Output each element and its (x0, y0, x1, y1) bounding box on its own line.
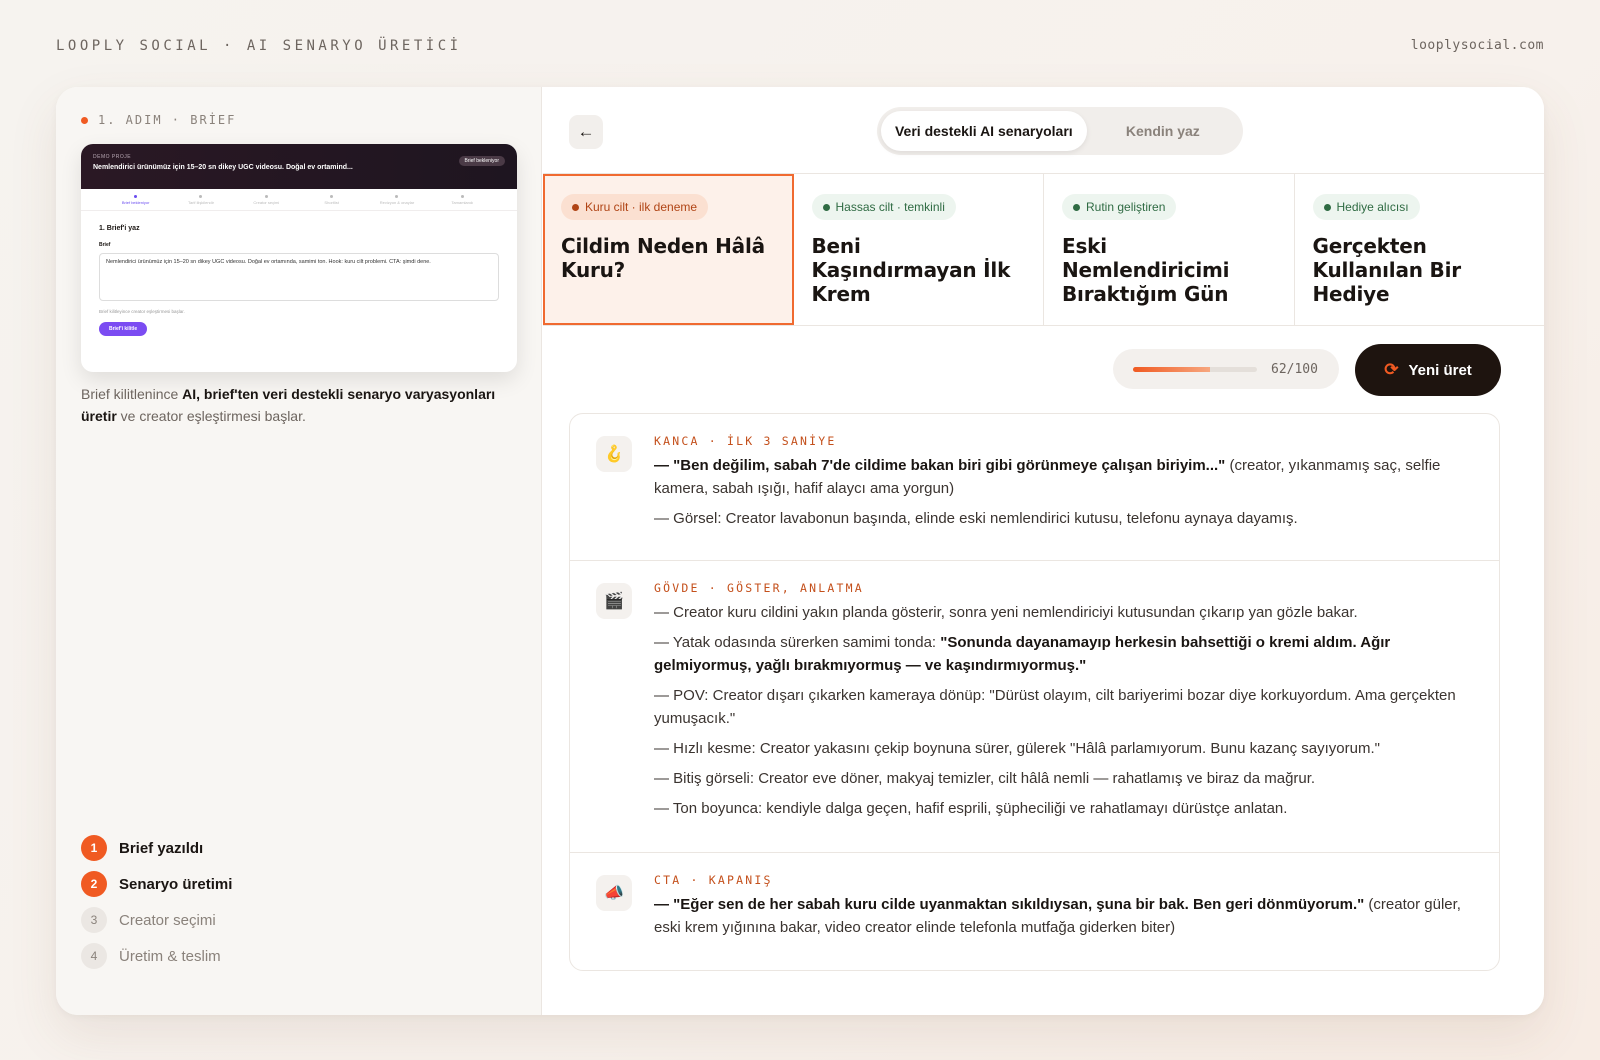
scenario-title: Gerçekten Kullanılan Bir Hediye (1312, 234, 1461, 306)
direction: (creator güler, eski krem yığınına bakar, video creator elinde telefonla mutfağa giderken biter) (654, 896, 1461, 936)
stepper-item-brief[interactable] (81, 835, 232, 861)
body-section (570, 561, 1499, 853)
brand-title: LOOPLY SOCIAL · AI SENARYO ÜRETİCİ (56, 38, 462, 54)
scenario-tabs (543, 173, 1544, 326)
main-card (56, 87, 1544, 1015)
progress-stepper (81, 835, 232, 979)
tab-ai-scenarios[interactable]: Veri destekli AI senaryoları (881, 111, 1087, 151)
dot-icon (572, 204, 579, 211)
lead-part: ve creator eşleştirmesi başlar. (116, 408, 306, 424)
script-line: — Bitiş görseli: Creator eve döner, makyaj temizler, cilt hâlâ nemli — rahatlamış ve biraz da mağrur. (654, 770, 1316, 787)
scenario-tab[interactable] (794, 174, 1045, 325)
persona-pill (1062, 194, 1176, 220)
dot-icon (1073, 204, 1080, 211)
score-bar (1133, 367, 1257, 372)
stepper-item-scenario[interactable] (81, 871, 232, 897)
quote: — "Ben değilim, sabah 7'de cildime bakan biri gibi görünmeye çalışan biriyim..." (654, 457, 1226, 474)
score-text: 62/100 (1271, 361, 1318, 377)
section-label: GÖVDE · GÖSTER, ANLATMA (654, 581, 864, 595)
preview-steps (81, 189, 517, 211)
step-label: Brief yazıldı (119, 839, 204, 857)
script-line: — POV: Creator dışarı çıkarken kameraya dönüp: "Dürüst olayım, cilt bariyerimi bozar diye korkuyordum. Ama gerçekten yumuşacık." (654, 687, 1456, 727)
step-number: 1 (81, 835, 107, 861)
pill-label: Hassas cilt · temkinli (835, 200, 945, 214)
site-link[interactable]: looplysocial.com (1410, 38, 1544, 53)
preview-kicker: DEMO PROJE (93, 154, 132, 160)
score-bar-fill (1133, 367, 1210, 372)
script-line (654, 631, 1469, 677)
tab-write-yourself[interactable]: Kendin yaz (1125, 123, 1200, 139)
right-panel (543, 87, 1544, 1015)
scenario-title: Cildim Neden Hâlâ Kuru? (561, 234, 765, 282)
persona-pill (561, 194, 708, 220)
scenario-title: Beni Kaşındırmayan İlk Krem (811, 234, 1011, 306)
scenario-title: Eski Nemlendiricimi Bıraktığım Gün (1062, 234, 1230, 306)
preview-step: Creator seçimi (234, 195, 299, 210)
scenario-tab[interactable] (1295, 174, 1545, 325)
section-label: KANCA · İLK 3 SANİYE (654, 434, 837, 448)
refresh-icon: ⟳ (1384, 360, 1399, 379)
pill-label: Hediye alıcısı (1336, 200, 1409, 214)
persona-pill (812, 194, 956, 220)
lead-part: Brief kilitlenince (81, 386, 183, 402)
section-label: CTA · KAPANIŞ (654, 873, 773, 887)
script-panel (569, 413, 1500, 971)
stepper-item-production[interactable] (81, 943, 232, 969)
preview-step: Tarif ilişkilendir (168, 195, 233, 210)
back-button[interactable]: ← (569, 115, 603, 149)
hook-icon: 🪝 (596, 436, 632, 472)
preview-step: Revizyon & onaylar (364, 195, 429, 210)
direction: — Yatak odasında sürerken samimi tonda: (654, 634, 941, 651)
scenario-tab[interactable] (1044, 174, 1295, 325)
step-label: Üretim & teslim (119, 947, 221, 965)
preview-hint: Brief kilitleyince creator eşleştirmesi başlar. (99, 309, 185, 314)
step-label: Creator seçimi (119, 911, 216, 929)
mode-switch (877, 107, 1243, 155)
preview-heading: 1. Brief'i yaz (99, 225, 140, 232)
preview-textarea: Nemlendirici ürünümüz için 15–20 sn dikey UGC videosu. Doğal ev ortamında, samimi ton. Hook: kuru cilt problemi. CTA: şimdi dene. (99, 253, 499, 301)
script-line: — Ton boyunca: kendiyle dalga geçen, hafif esprili, şüpheciliği ve rahatlamayı dürüstçe anlatan. (654, 800, 1288, 817)
step-label: Senaryo üretimi (119, 875, 233, 893)
script-line: — Hızlı kesme: Creator yakasını çekip boynuna sürer, gülerek "Hâlâ parlamıyorum. Bunu kazanç sayıyorum." (654, 740, 1380, 757)
stepper-item-creator[interactable] (81, 907, 232, 933)
step-number: 3 (81, 907, 107, 933)
quote: — "Eğer sen de her sabah kuru cilde uyanmaktan sıkıldıysan, şuna bir bak. Ben geri dönmüyorum." (654, 896, 1365, 913)
lead-text (81, 383, 501, 427)
preview-lock-button: Brief'i kilitle (99, 322, 147, 336)
clapperboard-icon: 🎬 (596, 583, 632, 619)
dot-icon (1324, 204, 1331, 211)
script-line: — Görsel: Creator lavabonun başında, elinde eski nemlendirici kutusu, telefonu aynaya dayamış. (654, 510, 1298, 527)
preview-body (81, 211, 517, 350)
regenerate-button[interactable] (1355, 344, 1501, 396)
left-panel (56, 87, 542, 1015)
script-line (654, 893, 1469, 939)
direction: (creator, yıkanmamış saç, selfie kamera, sabah ışığı, hafif alaycı ama yorgun) (654, 457, 1441, 497)
step-number: 2 (81, 871, 107, 897)
cta-section (570, 853, 1499, 970)
brief-preview (81, 144, 517, 372)
regenerate-label: Yeni üret (1408, 361, 1472, 379)
top-bar (56, 38, 1544, 58)
scenario-tab[interactable] (543, 174, 794, 325)
score-indicator (1113, 349, 1339, 389)
script-line: — Creator kuru cildini yakın planda gösterir, sonra yeni nemlendiriciyi kutusundan çıkarıp yan gözle bakar. (654, 604, 1358, 621)
preview-step: Brief bekleniyor (103, 195, 168, 210)
preview-header (81, 144, 517, 189)
dot-icon (823, 204, 830, 211)
pill-label: Rutin geliştiren (1086, 200, 1166, 214)
preview-label: Brief (99, 242, 111, 248)
persona-pill (1313, 194, 1420, 220)
preview-title: Nemlendirici ürünümüz için 15–20 sn dikey UGC videosu. Doğal ev ortamind... (93, 164, 353, 171)
step-tag-label: 1. ADIM · BRİEF (98, 113, 237, 127)
quote: "Sonunda dayanamayıp herkesin bahsettiği o kremi aldım. Ağır gelmiyormuş, yağlı bırakmıyormuş — ve kaşındırmıyormuş." (654, 634, 1391, 674)
script-line (654, 454, 1469, 500)
hook-section (570, 414, 1499, 561)
preview-badge: Brief bekleniyor (459, 156, 505, 166)
preview-step: Tamamlandı (430, 195, 495, 210)
step-tag (81, 113, 236, 127)
preview-step: Shortlist (299, 195, 364, 210)
pill-label: Kuru cilt · ilk deneme (585, 200, 698, 214)
status-dot-icon (81, 117, 88, 124)
step-number: 4 (81, 943, 107, 969)
lead-bold: AI, brief'ten veri destekli senaryo varyasyonları üretir (81, 386, 496, 424)
megaphone-icon: 📣 (596, 875, 632, 911)
